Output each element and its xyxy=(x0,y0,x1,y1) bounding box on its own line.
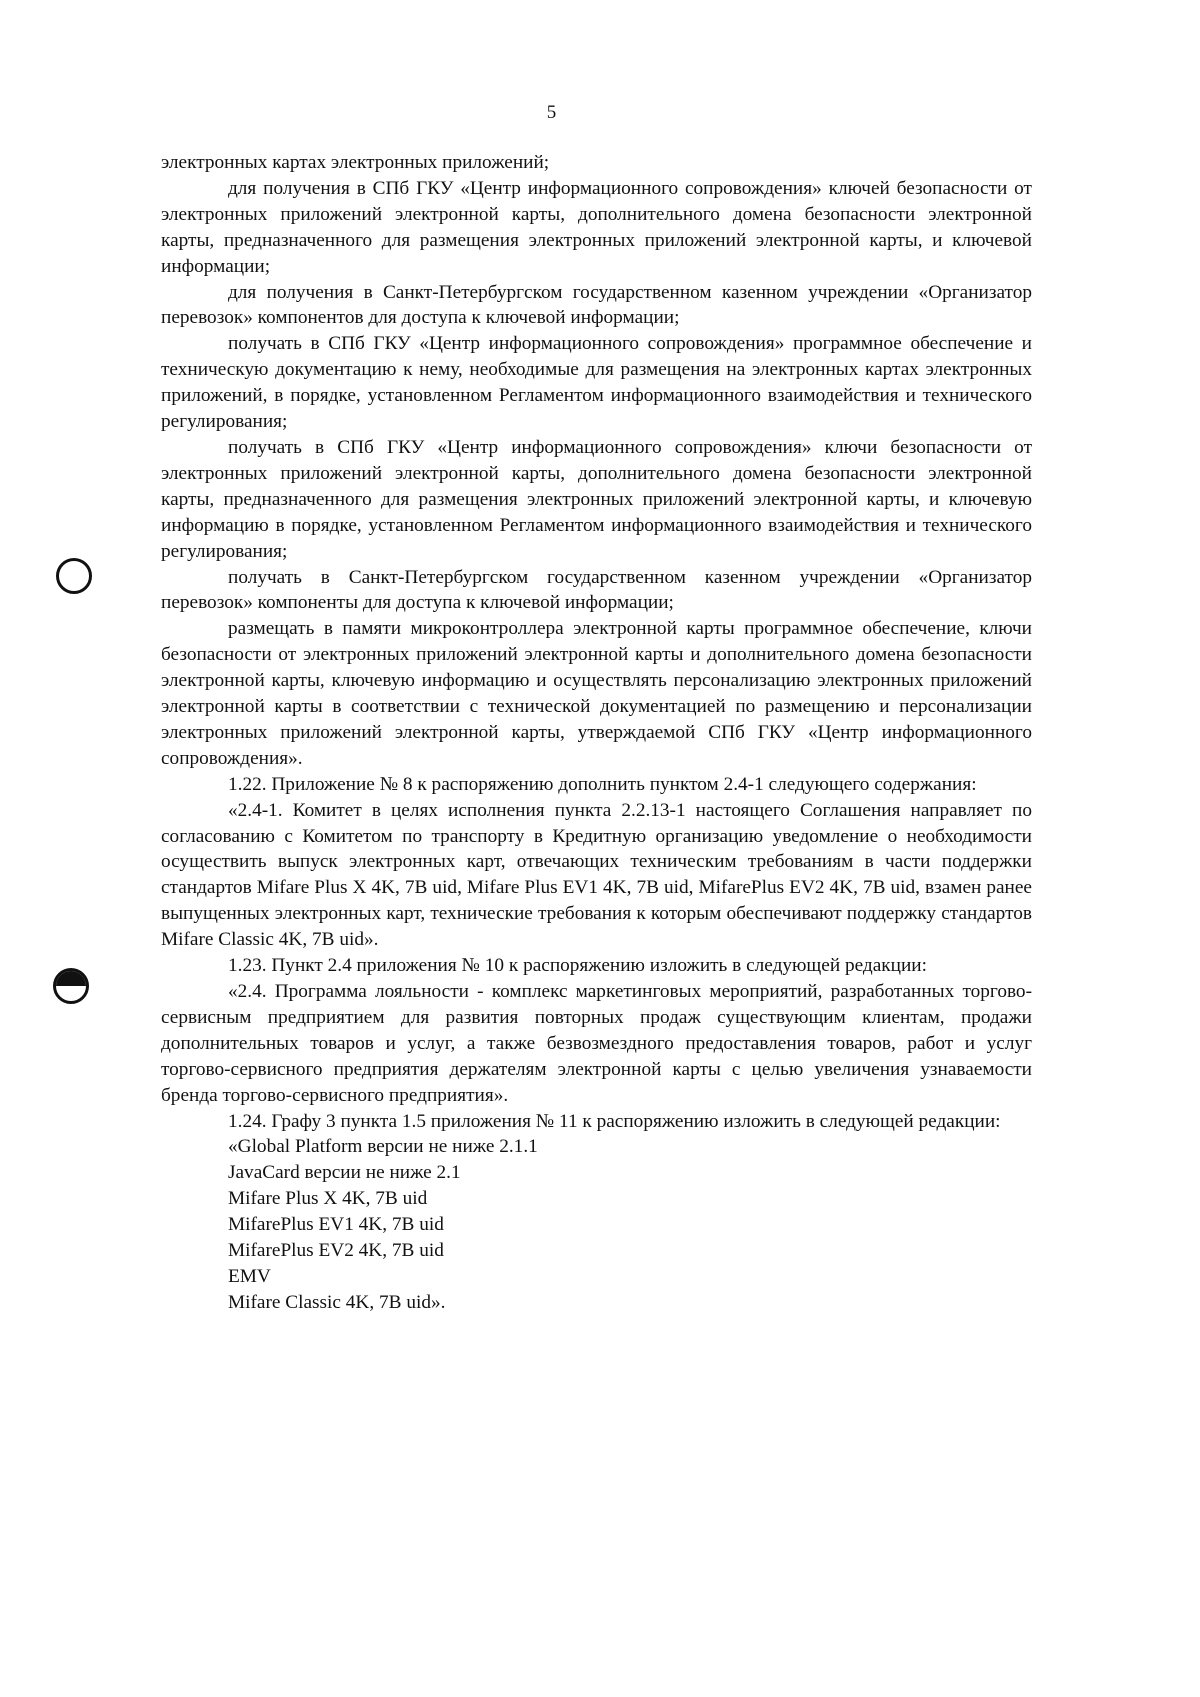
paragraph: для получения в Санкт-Петербургском государственном казенном учреждении «Организатор перевозок» компонентов для доступа к ключевой информации; xyxy=(161,281,1032,329)
list-item: MifarePlus EV1 4K, 7B uid xyxy=(228,1214,444,1236)
list-item: Mifare Classic 4K, 7B uid». xyxy=(228,1291,446,1313)
paragraph: получать в СПб ГКУ «Центр информационного сопровождения» ключи безопасности от электронных приложений электронной карты, дополнительного домена безопасности электронной карты, предназначенного для размещения электронных приложений электронной карты, и ключевую информацию в порядке, установленном Регламентом информационного взаимодействия и технического регулирования; xyxy=(161,436,1032,562)
list-item: «Global Platform версии не ниже 2.1.1 xyxy=(228,1136,538,1158)
list-item: EMV xyxy=(228,1265,271,1287)
section-heading-1-22: 1.22. Приложение № 8 к распоряжению дополнить пунктом 2.4-1 следующего содержания: xyxy=(228,773,977,795)
standards-list xyxy=(228,1134,1032,1315)
paragraph: электронных картах электронных приложений; xyxy=(161,152,550,173)
list-item: MifarePlus EV2 4K, 7B uid xyxy=(228,1240,444,1262)
paragraph: размещать в памяти микроконтроллера электронной карты программное обеспечение, ключи безопасности от электронных приложений электронной карты и дополнительного домена безопасности электронной карты, ключевую информацию и осуществлять персонализацию электронных приложений электронной карты в соответствии с технической документацией по размещению и персонализации электронных приложений электронной карты, утверждаемой СПб ГКУ «Центр информационного сопровождения». xyxy=(161,618,1032,769)
list-item: JavaCard версии не ниже 2.1 xyxy=(228,1162,461,1184)
section-heading-1-23: 1.23. Пункт 2.4 приложения № 10 к распоряжению изложить в следующей редакции: xyxy=(228,955,927,977)
paragraph: получать в СПб ГКУ «Центр информационного сопровождения» программное обеспечение и техническую документацию к нему, необходимые для размещения на электронных картах электронных приложений, в порядке, установленном Регламентом информационного взаимодействия и технического регулирования; xyxy=(161,333,1032,433)
page-number: 5 xyxy=(546,102,557,123)
punch-hole-icon xyxy=(56,558,92,594)
punch-hole-icon xyxy=(53,968,89,1004)
paragraph: получать в Санкт-Петербургском государственном казенном учреждении «Организатор перевозок» компоненты для доступа к ключевой информации; xyxy=(161,566,1032,614)
paragraph: для получения в СПб ГКУ «Центр информационного сопровождения» ключей безопасности от электронных приложений электронной карты, дополнительного домена безопасности электронной карты, предназначенного для размещения электронных приложений электронной карты, и ключевой информации; xyxy=(161,177,1032,277)
paragraph: «2.4-1. Комитет в целях исполнения пункта 2.2.13-1 настоящего Соглашения направляет по согласованию с Комитетом по транспорту в Кредитную организацию уведомление о необходимости осуществить выпуск электронных карт, отвечающих техническим требованиям в части поддержки стандартов Mifare Plus X 4K, 7B uid, Mifare Plus EV1 4K, 7B uid, MifarePlus EV2 4K, 7B uid, взамен ранее выпущенных электронных карт, технические требования к которым обеспечивают поддержку стандартов Mifare Classic 4K, 7B uid». xyxy=(161,799,1032,951)
list-item: Mifare Plus X 4K, 7B uid xyxy=(228,1188,428,1210)
paragraph: «2.4. Программа лояльности - комплекс маркетинговых мероприятий, разработанных торгово-сервисным предприятием для развития повторных продаж существующим клиентам, продажи дополнительных товаров и услуг, а также безвозмездного предоставления товаров, работ и услуг торгово-сервисного предприятия держателям электронной карты с целью увеличения узнаваемости бренда торгово-сервисного предприятия». xyxy=(161,981,1032,1106)
document-body xyxy=(161,150,1032,1316)
section-heading-1-24: 1.24. Графу 3 пункта 1.5 приложения № 11 к распоряжению изложить в следующей редакции: xyxy=(228,1110,1001,1132)
